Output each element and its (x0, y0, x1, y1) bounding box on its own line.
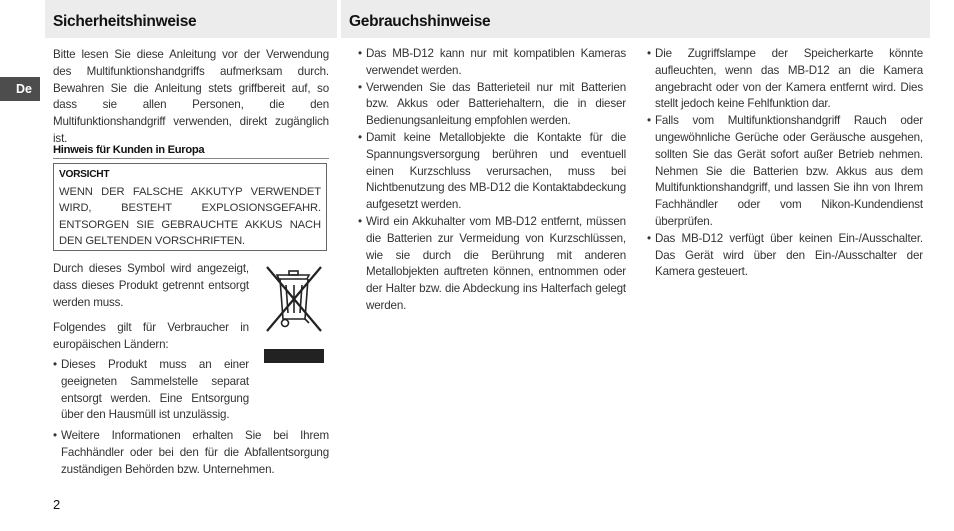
usage-heading: Gebrauchshinweise (341, 0, 930, 38)
list-item-text: Weitere Informationen erhalten Sie bei Ihrem Fachhändler oder bei den für die Abfallentsorgung zuständigen Behörden bzw. Unternehmen. (61, 429, 329, 476)
crossed-out-wheelie-bin-icon (261, 263, 327, 335)
symbol-description (53, 261, 249, 311)
caution-text: WENN DER FALSCHE AKKUTYP VERWENDET WIRD, BESTEHT EXPLOSIONSGEFAHR. ENTSORGEN SIE GEBRAUCHTE AKKUS NACH DEN GELTENDEN VORSCHRIFTEN. (59, 185, 321, 248)
safety-intro-text: Bitte lesen Sie diese Anleitung vor der Verwendung des Multifunktionshandgriffs aufmerksam durch. Bewahren Sie die Anleitung stets griffbereit auf, so dass sie allen Personen, die den Multifunktionshandgriff verwenden, direkt zugänglich ist. (53, 48, 329, 145)
language-tab: De (0, 77, 40, 101)
usage-column-2 (647, 46, 923, 281)
list-item (53, 357, 329, 424)
symbol-description-text: Durch dieses Symbol wird angezeigt, dass dieses Produkt getrennt entsorgt werden muss. (53, 262, 249, 309)
caution-title: VORSICHT (59, 169, 110, 180)
consumer-intro (53, 320, 249, 354)
list-item: • Falls vom Multifunktionshandgriff Rauch oder ungewöhnliche Gerüche oder Geräusche ausgehen, sollten Sie das Gerät sofort außer Betrieb nehmen. Nehmen Sie die Batterien bzw. Akkus aus dem Multifunktionshandgriff, und lassen Sie ihn von Ihrem Fachhändler oder vom Nikon-Kundendienst überprüfen. (647, 113, 923, 231)
list-item: • Das MB-D12 verfügt über keinen Ein-/Ausschalter. Das Gerät wird über den Ein-/Ausschalter der Kamera gesteuert. (647, 231, 923, 281)
consumer-intro-text: Folgendes gilt für Verbraucher in europäischen Ländern: (53, 321, 249, 351)
list-item: • Verwenden Sie das Batterieteil nur mit Batterien bzw. Akkus oder Batteriehaltern, die in dieser Bedienungsanleitung empfohlen werden. (358, 80, 626, 130)
disposal-bullets (53, 357, 329, 483)
safety-heading: Sicherheitshinweise (45, 0, 337, 38)
list-item (53, 428, 329, 478)
list-item-text: • Dieses Produkt muss an einer geeigneten Sammelstelle separat entsorgt werden. Eine Entsorgung über den Hausmüll ist unzulässig. (61, 358, 249, 422)
europe-subheading: Hinweis für Kunden in Europa (53, 144, 329, 159)
list-item: • Wird ein Akkuhalter vom MB-D12 entfernt, müssen die Batterien zur Vermeidung von Kurzschlüssen, wie sie durch die Berührung mit anderen Metallobjekten auftreten können, entnommen oder der Halter bzw. die Abdeckung ins Halterfach gelegt werden. (358, 214, 626, 315)
list-item: • Die Zugriffslampe der Speicherkarte könnte aufleuchten, wenn das MB-D12 an die Kamera angebracht oder von der Kamera entfernt wird. Dies stellt jedoch keine Fehlfunktion dar. (647, 46, 923, 113)
page-number: 2 (53, 497, 61, 512)
list-item: • Damit keine Metallobjekte die Kontakte für die Spannungsversorgung berühren und eventuell einen Kurzschluss verursachen, muss bei Nichtbenutzung des MB-D12 die Kontaktabdeckung aufgesetzt werden. (358, 130, 626, 214)
caution-box (53, 163, 327, 251)
list-item: • Das MB-D12 kann nur mit kompatiblen Kameras verwendet werden. (358, 46, 626, 80)
usage-column-1 (358, 46, 626, 315)
safety-intro (53, 47, 329, 148)
